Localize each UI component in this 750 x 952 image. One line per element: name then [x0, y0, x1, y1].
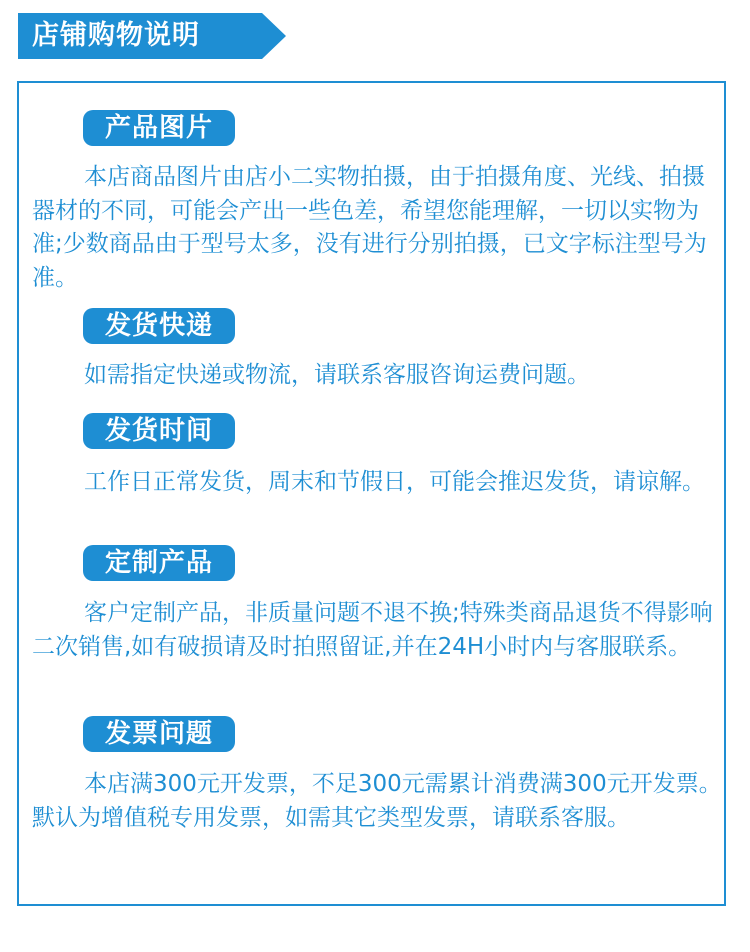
page-title: 店铺购物说明 — [32, 20, 200, 51]
section-title-shipping-courier: 发货快递 — [83, 308, 235, 344]
section-body-product-images: 本店商品图片由店小二实物拍摄，由于拍摄角度、光线、拍摄器材的不同，可能会产出一些色差，希望您能理解，一切以实物为准;少数商品由于型号太多，没有进行分别拍摄，已文字标注型号为准。 — [32, 164, 707, 291]
section-title-product-images: 产品图片 — [83, 110, 235, 146]
section-body-custom-products: 客户定制产品，非质量问题不退不换;特殊类商品退货不得影响二次销售,如有破损请及时拍照留证,并在24H小时内与客服联系。 — [32, 600, 713, 660]
section-title-invoice: 发票问题 — [83, 716, 235, 752]
section-title-custom-products: 定制产品 — [83, 545, 235, 581]
section-body-shipping-courier: 如需指定快递或物流，请联系客服咨询运费问题。 — [84, 362, 590, 388]
section-body-shipping-time: 工作日正常发货，周末和节假日，可能会推迟发货，请谅解。 — [84, 469, 705, 495]
section-title-shipping-time: 发货时间 — [83, 413, 235, 449]
section-body-invoice: 本店满300元开发票，不足300元需累计消费满300元开发票。默认为增值税专用发票，如需其它类型发票，请联系客服。 — [32, 771, 722, 831]
page-title-banner — [18, 13, 286, 59]
